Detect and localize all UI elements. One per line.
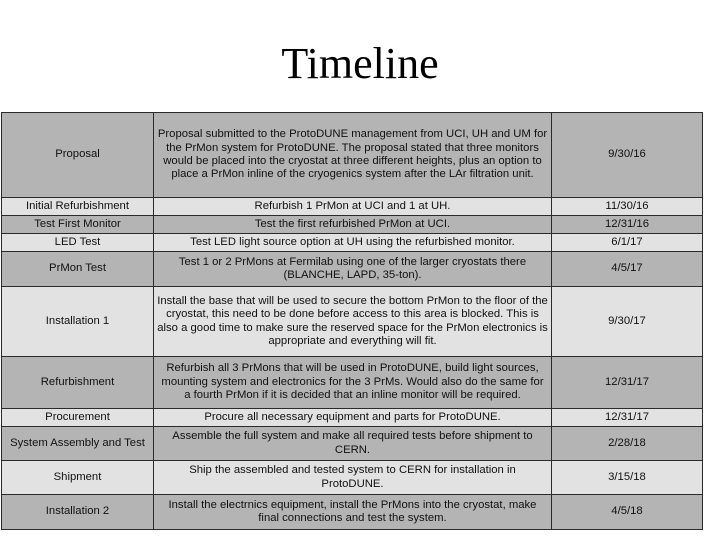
description-cell: Ship the assembled and tested system to CERN for installation in ProtoDUNE.: [154, 461, 552, 495]
table-row: [2, 234, 703, 252]
task-cell: Installation 1: [2, 287, 154, 357]
description-cell: Install the base that will be used to secure the bottom PrMon to the floor of the cryostat, this need to be done before access to this area is blocked. This is also a good time to make sure the reserved space for the PrMon electronics is appropriate and everything will fit.: [154, 287, 552, 357]
date-cell: 4/5/17: [552, 252, 703, 287]
description-cell: Refurbish 1 PrMon at UCI and 1 at UH.: [154, 198, 552, 216]
task-cell: Procurement: [2, 409, 154, 427]
timeline-table: [1, 112, 703, 530]
date-cell: 3/15/18: [552, 461, 703, 495]
table-row: [2, 409, 703, 427]
task-cell: Installation 2: [2, 495, 154, 530]
date-cell: 11/30/16: [552, 198, 703, 216]
table-row: [2, 357, 703, 409]
table-row: [2, 216, 703, 234]
date-cell: 9/30/16: [552, 113, 703, 198]
table-row: [2, 495, 703, 530]
date-cell: 12/31/17: [552, 409, 703, 427]
date-cell: 9/30/17: [552, 287, 703, 357]
description-cell: Procure all necessary equipment and parts for ProtoDUNE.: [154, 409, 552, 427]
task-cell: LED Test: [2, 234, 154, 252]
table-row: [2, 427, 703, 461]
task-cell: Proposal: [2, 113, 154, 198]
description-cell: Test 1 or 2 PrMons at Fermilab using one of the larger cryostats there (BLANCHE, LAPD, 35-ton).: [154, 252, 552, 287]
description-cell: Assemble the full system and make all required tests before shipment to CERN.: [154, 427, 552, 461]
task-cell: Test First Monitor: [2, 216, 154, 234]
task-cell: Initial Refurbishment: [2, 198, 154, 216]
description-cell: Refurbish all 3 PrMons that will be used in ProtoDUNE, build light sources, mounting system and electronics for the 3 PrMs. Would also do the same for a fourth PrMon if it is decided that an inline monitor will be required.: [154, 357, 552, 409]
table-row: [2, 287, 703, 357]
description-cell: Proposal submitted to the ProtoDUNE management from UCI, UH and UM for the PrMon system for ProtoDUNE. The proposal stated that three monitors would be placed into the cryostat at three different heights, plus an option to place a PrMon inline of the cryogenics system after the LAr filtration unit.: [154, 113, 552, 198]
task-cell: System Assembly and Test: [2, 427, 154, 461]
description-cell: Test LED light source option at UH using the refurbished monitor.: [154, 234, 552, 252]
date-cell: 2/28/18: [552, 427, 703, 461]
table-row: [2, 252, 703, 287]
date-cell: 12/31/17: [552, 357, 703, 409]
table-row: [2, 461, 703, 495]
table-row: [2, 198, 703, 216]
task-cell: Shipment: [2, 461, 154, 495]
description-cell: Install the electrnics equipment, install the PrMons into the cryostat, make final connections and test the system.: [154, 495, 552, 530]
description-cell: Test the first refurbished PrMon at UCI.: [154, 216, 552, 234]
date-cell: 4/5/18: [552, 495, 703, 530]
task-cell: PrMon Test: [2, 252, 154, 287]
page-title: Timeline: [281, 39, 439, 88]
table-row: [2, 113, 703, 198]
task-cell: Refurbishment: [2, 357, 154, 409]
date-cell: 6/1/17: [552, 234, 703, 252]
date-cell: 12/31/16: [552, 216, 703, 234]
